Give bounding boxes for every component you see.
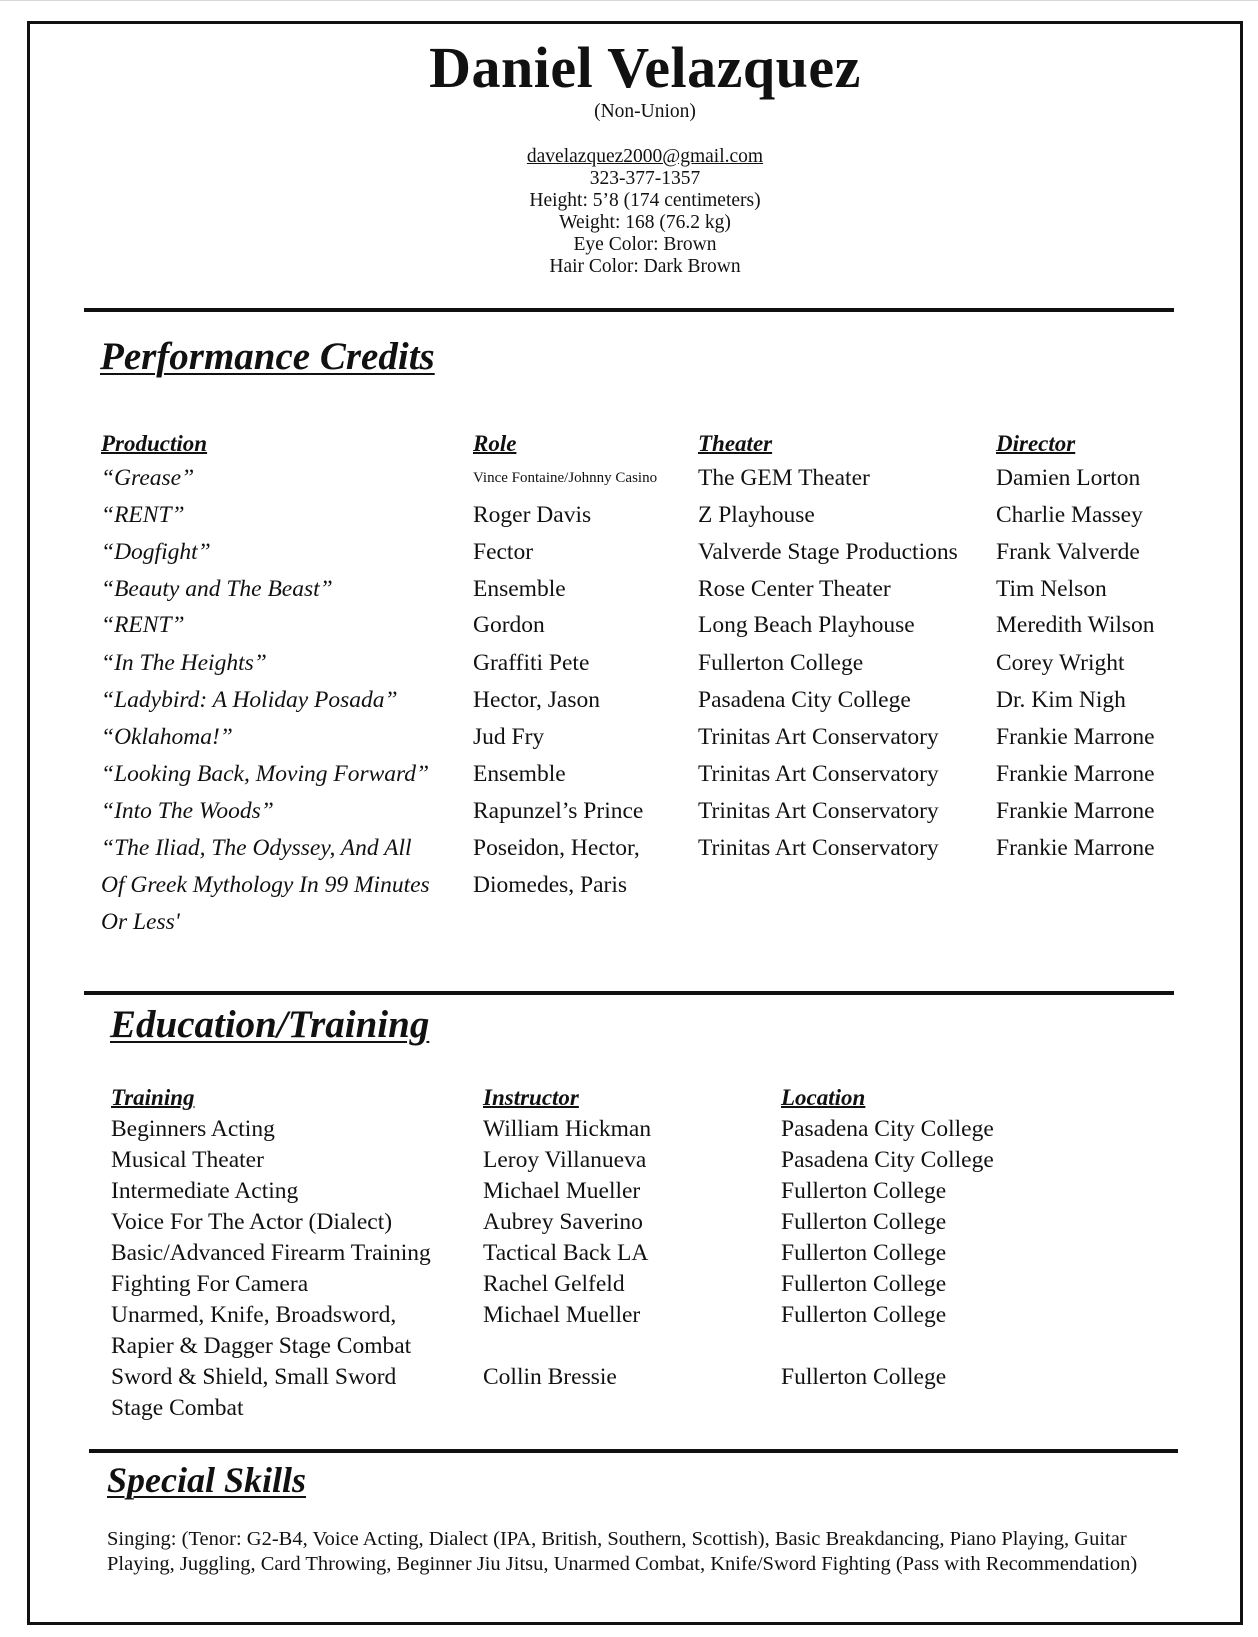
credit-theater: Long Beach Playhouse <box>698 612 915 638</box>
section-title-performance: Performance Credits <box>100 335 435 378</box>
credit-director: Frankie Marrone <box>996 724 1155 750</box>
credit-director: Tim Nelson <box>996 576 1107 602</box>
credit-production: “Grease” <box>101 465 195 491</box>
credit-production: “The Iliad, The Odyssey, And All <box>101 835 412 861</box>
credit-role: Roger Davis <box>473 502 592 528</box>
training-course: Fighting For Camera <box>111 1271 309 1297</box>
credit-production: “Looking Back, Moving Forward” <box>101 761 430 787</box>
credit-role: Rapunzel’s Prince <box>473 798 644 824</box>
credit-director: Frankie Marrone <box>996 798 1155 824</box>
union-status: (Non-Union) <box>594 101 696 122</box>
credit-production: “Into The Woods” <box>101 798 274 824</box>
training-location: Fullerton College <box>781 1209 947 1235</box>
training-course: Beginners Acting <box>111 1116 275 1142</box>
col-header-training: Training <box>111 1085 195 1110</box>
credit-role: Gordon <box>473 612 545 638</box>
page-top-edge <box>0 0 1258 1</box>
training-instructor: Michael Mueller <box>483 1302 641 1328</box>
training-course: Stage Combat <box>111 1395 244 1421</box>
credit-theater: Trinitas Art Conservatory <box>698 761 939 787</box>
credit-director: Corey Wright <box>996 650 1125 676</box>
training-course: Unarmed, Knife, Broadsword, <box>111 1302 397 1328</box>
training-instructor: Tactical Back LA <box>483 1240 649 1266</box>
credit-production: “RENT” <box>101 612 185 638</box>
credit-production: “Beauty and The Beast” <box>101 576 333 602</box>
training-course: Intermediate Acting <box>111 1178 299 1204</box>
training-location: Fullerton College <box>781 1178 947 1204</box>
training-location: Fullerton College <box>781 1302 947 1328</box>
credit-production: Or Less' <box>101 909 180 935</box>
training-instructor: Collin Bressie <box>483 1364 617 1390</box>
credit-theater: Fullerton College <box>698 650 864 676</box>
training-course: Musical Theater <box>111 1147 264 1173</box>
credit-director: Frankie Marrone <box>996 761 1155 787</box>
credit-director: Charlie Massey <box>996 502 1143 528</box>
credit-director: Damien Lorton <box>996 465 1141 491</box>
credit-role: Ensemble <box>473 761 566 787</box>
credit-production: “Ladybird: A Holiday Posada” <box>101 687 398 713</box>
credit-theater: Rose Center Theater <box>698 576 891 602</box>
contact-email[interactable] <box>0 145 1258 168</box>
actor-name: Daniel Velazquez <box>429 35 861 100</box>
email-link[interactable]: davelazquez2000@gmail.com <box>526 146 764 167</box>
col-header-location: Location <box>781 1085 866 1110</box>
training-course: Rapier & Dagger Stage Combat <box>111 1333 412 1359</box>
credit-theater: The GEM Theater <box>698 465 870 491</box>
training-location: Fullerton College <box>781 1364 947 1390</box>
credit-director: Frank Valverde <box>996 539 1140 565</box>
credit-role: Graffiti Pete <box>473 650 590 676</box>
credit-role: Vince Fontaine/Johnny Casino <box>473 470 658 486</box>
credit-theater: Z Playhouse <box>698 502 815 528</box>
credit-production: “In The Heights” <box>101 650 267 676</box>
credit-theater: Pasadena City College <box>698 687 911 713</box>
credit-role: Diomedes, Paris <box>473 872 628 898</box>
col-header-director: Director <box>996 431 1076 456</box>
credit-role: Fector <box>473 539 534 565</box>
credit-production: “Dogfight” <box>101 539 211 565</box>
credit-director: Meredith Wilson <box>996 612 1155 638</box>
credit-role: Poseidon, Hector, <box>473 835 640 861</box>
training-location: Fullerton College <box>781 1240 947 1266</box>
stat-eye-color: Eye Color: Brown <box>573 234 717 255</box>
training-instructor: Rachel Gelfeld <box>483 1271 625 1297</box>
credit-role: Ensemble <box>473 576 566 602</box>
training-course: Sword & Shield, Small Sword <box>111 1364 397 1390</box>
credit-director: Frankie Marrone <box>996 835 1155 861</box>
credit-director: Dr. Kim Nigh <box>996 687 1126 713</box>
training-instructor: Aubrey Saverino <box>483 1209 643 1235</box>
stat-height: Height: 5’8 (174 centimeters) <box>529 190 761 211</box>
col-header-production: Production <box>101 431 208 456</box>
stat-hair-color: Hair Color: Dark Brown <box>549 256 741 277</box>
training-location: Pasadena City College <box>781 1116 994 1142</box>
stat-weight: Weight: 168 (76.2 kg) <box>559 212 731 233</box>
training-location: Pasadena City College <box>781 1147 994 1173</box>
contact-phone: 323-377-1357 <box>589 168 701 189</box>
col-header-instructor: Instructor <box>483 1085 579 1110</box>
section-title-education: Education/Training <box>110 1003 430 1046</box>
skills-text: Singing: (Tenor: G2-B4, Voice Acting, Dialect (IPA, British, Southern, Scottish), Basic Breakdancing, Piano Playing, Guitar Playing, Juggling, Card Throwing, Beginner Jiu Jitsu, Unarmed Combat, Knife/Sword Fighting (Pass with Recommendation) <box>107 1528 1138 1575</box>
credit-role: Hector, Jason <box>473 687 600 713</box>
credit-theater: Trinitas Art Conservatory <box>698 835 939 861</box>
credit-role: Jud Fry <box>473 724 545 750</box>
training-instructor: Michael Mueller <box>483 1178 641 1204</box>
divider-header <box>84 308 1174 312</box>
col-header-theater: Theater <box>698 431 773 456</box>
training-location: Fullerton College <box>781 1271 947 1297</box>
col-header-role: Role <box>473 431 517 456</box>
divider-performance <box>84 991 1174 995</box>
training-course: Basic/Advanced Firearm Training <box>111 1240 431 1266</box>
training-instructor: William Hickman <box>483 1116 652 1142</box>
training-course: Voice For The Actor (Dialect) <box>111 1209 393 1235</box>
section-title-skills: Special Skills <box>107 1460 307 1500</box>
credit-production: Of Greek Mythology In 99 Minutes <box>101 872 430 898</box>
credit-production: “RENT” <box>101 502 185 528</box>
credit-theater: Trinitas Art Conservatory <box>698 798 939 824</box>
credit-theater: Trinitas Art Conservatory <box>698 724 939 750</box>
divider-education <box>89 1449 1178 1453</box>
training-instructor: Leroy Villanueva <box>483 1147 647 1173</box>
credit-theater: Valverde Stage Productions <box>698 539 958 565</box>
credit-production: “Oklahoma!” <box>101 724 233 750</box>
